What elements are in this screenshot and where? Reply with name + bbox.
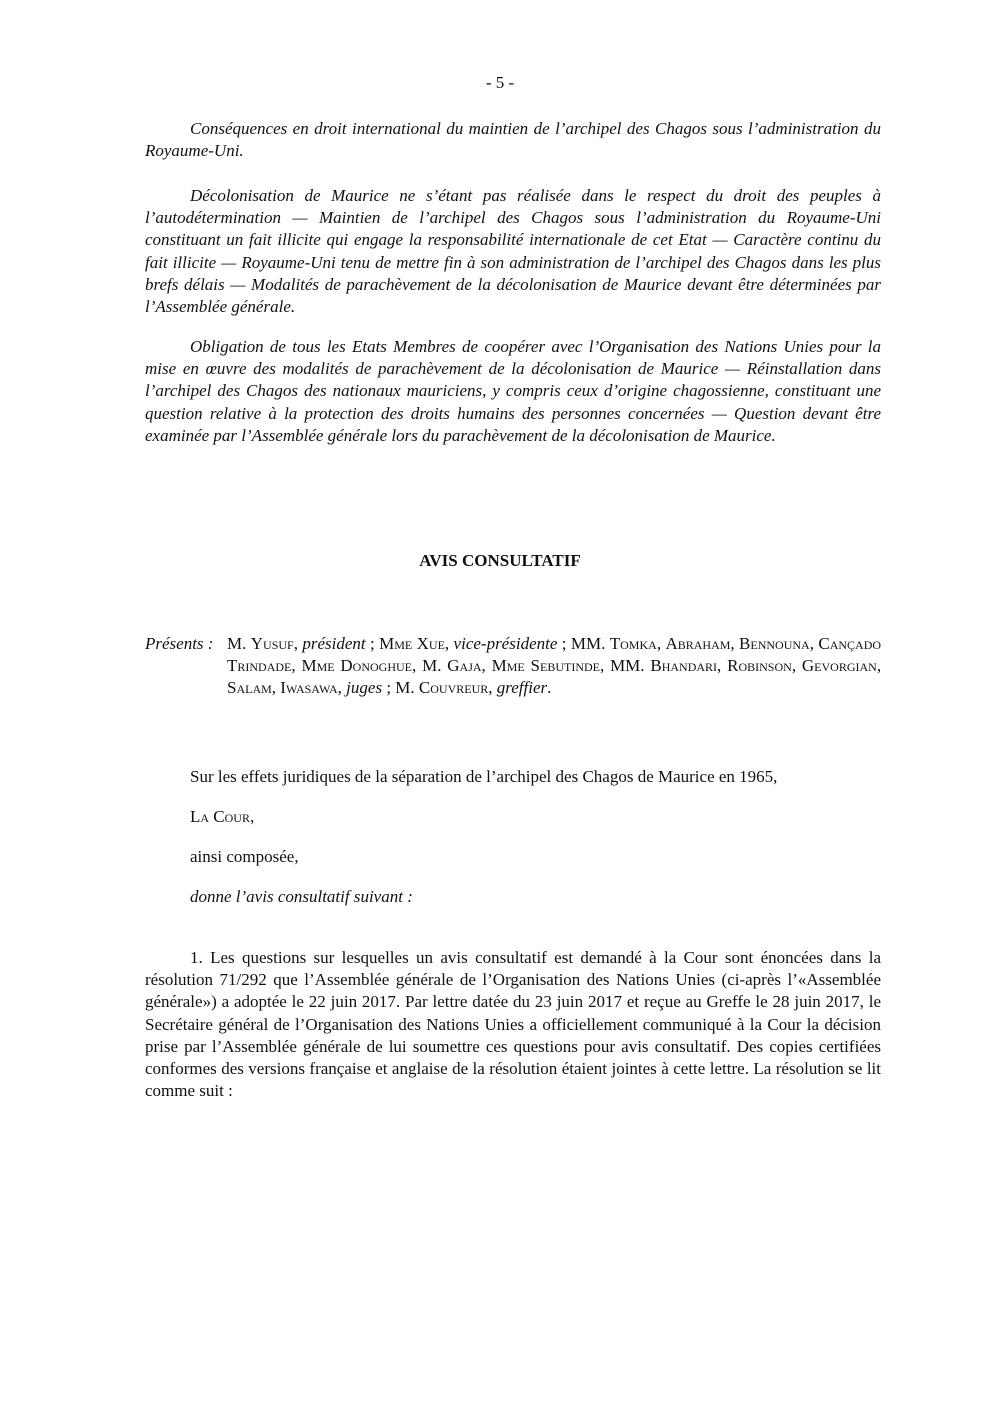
judge-name: Cançado Trindade xyxy=(227,634,882,676)
judge-role: vice-présidente xyxy=(453,634,558,653)
preamble-ainsi-composee: ainsi composée, xyxy=(190,847,299,866)
judge-name: Bennouna xyxy=(739,634,810,653)
list-separator: , xyxy=(293,634,303,653)
judge-name: Tomka xyxy=(609,634,657,653)
judge-name: Bhandari xyxy=(650,656,718,676)
page-number: - 5 - xyxy=(485,73,515,92)
list-separator: , xyxy=(656,634,666,653)
judge-name: Gevorgian xyxy=(801,656,877,676)
summary-paragraph-2: Décolonisation de Maurice ne s’étant pas réalisée dans le respect du droit des peuples à l’autodétermination — Maintien de l’archipel des Chagos sous l’administration du Royaume-Uni constituant un fait illicite qui engage la responsabilité internationale de cet Etat — Caractère continu du fait illicite — Royaume-Uni tenu de mettre fin à son administration de l’archipel des Chagos dans les plus brefs délais — Modalités de parachèvement de la décolonisation de Maurice devant être déterminées par l’Assemblée générale. xyxy=(145,186,881,317)
list-separator: . xyxy=(547,678,552,698)
judges-list xyxy=(227,633,881,700)
section-heading: AVIS CONSULTATIF xyxy=(419,551,581,570)
preamble-la-cour: La Cour, xyxy=(190,807,255,826)
summary-paragraph-3: Obligation de tous les Etats Membres de coopérer avec l’Organisation des Nations Unies pour la mise en œuvre des modalités de parachèvement de la décolonisation de Maurice — Réinstallation dans l’archipel des Chagos des nationaux mauriciens, y compris ceux d’origine chagossienne, constituant une question relative à la protection des droits humains des personnes concernées — Question devant être examinée par l’Assemblée générale lors du parachèvement de la décolonisation de Maurice. xyxy=(145,337,881,445)
judge-name: Robinson xyxy=(727,656,792,676)
list-separator: M. xyxy=(227,634,251,653)
list-separator: ; MM. xyxy=(557,634,610,653)
preamble-donne: donne l’avis consultatif suivant : xyxy=(190,887,413,906)
paragraph-1: 1. Les questions sur lesquelles un avis consultatif est demandé à la Cour sont énoncées dans la résolution 71/292 que l’Assemblée générale de l’Organisation des Nations Unies (ci-après l’«Assemblée générale») a adoptée le 22 juin 2017. Par lettre datée du 23 juin 2017 et reçue au Greffe le 28 juin 2017, le Secrétaire général de l’Organisation des Nations Unies a officiellement communiqué à la Cour la décision prise par l’Assemblée générale de lui soumettre ces questions pour avis consultatif. Des copies certifiées conformes des versions française et anglaise de la résolution étaient jointes à cette lettre. La résolution se lit comme suit : xyxy=(145,948,881,1101)
list-separator: , xyxy=(291,656,302,676)
list-separator: ; M. xyxy=(382,678,419,698)
list-separator: , M. xyxy=(412,656,448,676)
list-separator: , xyxy=(481,656,492,676)
judge-name: Salam xyxy=(227,678,272,698)
list-separator: , xyxy=(444,634,454,653)
judge-role: juges xyxy=(346,678,383,698)
judge-name: Iwasawa xyxy=(280,678,338,698)
judge-name: Couvreur xyxy=(418,678,489,698)
judge-name: Yusuf xyxy=(250,634,294,653)
list-separator: , xyxy=(876,656,882,676)
judge-name: Abraham xyxy=(665,634,731,653)
list-separator: , MM. xyxy=(600,656,651,676)
list-separator: , xyxy=(730,634,740,653)
judge-name: Mme Xue xyxy=(379,634,445,653)
preamble-sur: Sur les effets juridiques de la séparation de l’archipel des Chagos de Maurice en 1965, xyxy=(190,767,778,786)
judge-name: Mme Donoghue xyxy=(301,656,413,676)
list-separator: , xyxy=(809,634,819,653)
list-separator: , xyxy=(488,678,497,698)
list-separator: , xyxy=(271,678,281,698)
list-separator: , xyxy=(717,656,728,676)
list-separator: , xyxy=(337,678,347,698)
judge-role: greffier xyxy=(496,678,548,698)
summary-paragraph-1: Conséquences en droit international du maintien de l’archipel des Chagos sous l’administration du Royaume-Uni. xyxy=(145,119,881,161)
judge-role: président xyxy=(302,634,366,653)
presents-label: Présents : xyxy=(145,634,214,653)
list-separator: , xyxy=(791,656,802,676)
list-separator: ; xyxy=(365,634,380,653)
judge-name: Gaja xyxy=(447,656,482,676)
judge-name: Mme Sebutinde xyxy=(491,656,600,676)
